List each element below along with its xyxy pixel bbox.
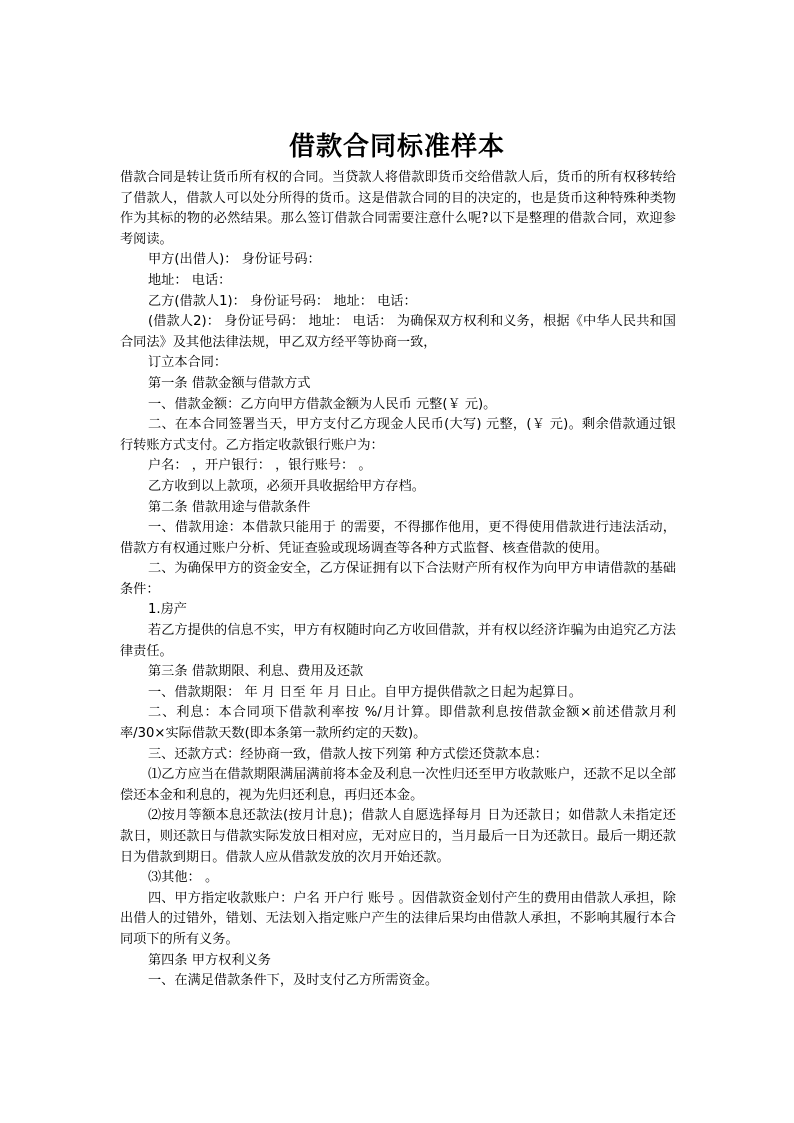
paragraph: 户名： ，开户银行： ，银行账号： 。 (148, 458, 372, 474)
paragraph: 第二条 借款用途与借款条件 (148, 499, 311, 515)
paragraph: 一、借款期限： 年 月 日至 年 月 日止。自甲方提供借款之日起为起算日。 (148, 684, 582, 700)
paragraph: 地址： 电话： (148, 272, 232, 288)
paragraph: 1.房产 (148, 602, 187, 618)
paragraph: 乙方收到以上款项，必须开具收据给甲方存档。 (148, 478, 425, 494)
paragraph: 第三条 借款期限、利息、费用及还款 (148, 664, 364, 680)
paragraph: 二、利息：本合同项下借款利率按 %/月计算。即借款利息按借款金额×前述借款月利率/30×实际借款天数(即本条第一款所约定的天数)。 (120, 705, 676, 742)
paragraph: 三、还款方式：经协商一致，借款人按下列第 种方式偿还贷款本息： (148, 746, 548, 762)
paragraph: 甲方(出借人)： 身份证号码： (148, 252, 321, 268)
paragraph: 一、借款金额：乙方向甲方借款金额为人民币 元整(￥ 元)。 (148, 396, 497, 412)
document-title: 借款合同标准样本 (288, 132, 505, 162)
paragraph: ⑵按月等额本息还款法(按月计息)；借款人自愿选择每月 日为还款日；如借款人未指定还款日，则还款日与借款实际发放日相对应，无对应日的，当月最后一日为还款日。最后一期还款日为借款到期日。借款人应从借款发放的次月开始还款。 (120, 808, 676, 865)
paragraph: 借款合同是转让货币所有权的合同。当贷款人将借款即货币交给借款人后，货币的所有权移转给了借款人，借款人可以处分所得的货币。这是借款合同的目的决定的，也是货币这种特殊种类物作为其标的物的必然结果。那么签订借款合同需要注意什么呢?以下是整理的借款合同，欢迎参考阅读。 (120, 170, 676, 247)
paragraph: 四、甲方指定收款账户：户名 开户行 账号 。因借款资金划付产生的费用由借款人承担，除出借人的过错外，错划、无法划入指定账户产生的法律后果均由借款人承担，不影响其履行本合同项下的所有义务。 (120, 890, 676, 947)
paragraph: 乙方(借款人1)： 身份证号码： 地址： 电话： (148, 293, 417, 309)
paragraph: 第四条 甲方权利义务 (148, 952, 271, 968)
paragraph: (借款人2)： 身份证号码： 地址： 电话： 为确保双方权利和义务，根据《中华人民共和国合同法》及其他法律法规，甲乙双方经平等协商一致， (120, 314, 676, 350)
paragraph: ⑶其他： 。 (148, 870, 219, 886)
paragraph: 订立本合同： (148, 355, 228, 371)
paragraph: ⑴乙方应当在借款期限满届满前将本金及利息一次性归还至甲方收款账户，还款不足以全部偿还本金和利息的，视为先归还利息，再归还本金。 (120, 767, 676, 803)
paragraph: 二、为确保甲方的资金安全，乙方保证拥有以下合法财产所有权作为向甲方申请借款的基础条件： (120, 561, 676, 597)
paragraph: 一、在满足借款条件下，及时支付乙方所需资金。 (148, 973, 439, 989)
paragraph: 一、借款用途：本借款只能用于 的需要，不得挪作他用，更不得使用借款进行违法活动，借款方有权通过账户分析、凭证查验或现场调查等各种方式监督、核查借款的使用。 (120, 520, 676, 556)
document-body (120, 168, 676, 992)
paragraph: 二、在本合同签署当天，甲方支付乙方现金人民币(大写) 元整，(￥ 元)。剩余借款通过银行转账方式支付。乙方指定收款银行账户为： (120, 417, 676, 453)
paragraph: 若乙方提供的信息不实，甲方有权随时向乙方收回借款，并有权以经济诈骗为由追究乙方法律责任。 (120, 623, 676, 659)
paragraph: 第一条 借款金额与借款方式 (148, 375, 311, 391)
